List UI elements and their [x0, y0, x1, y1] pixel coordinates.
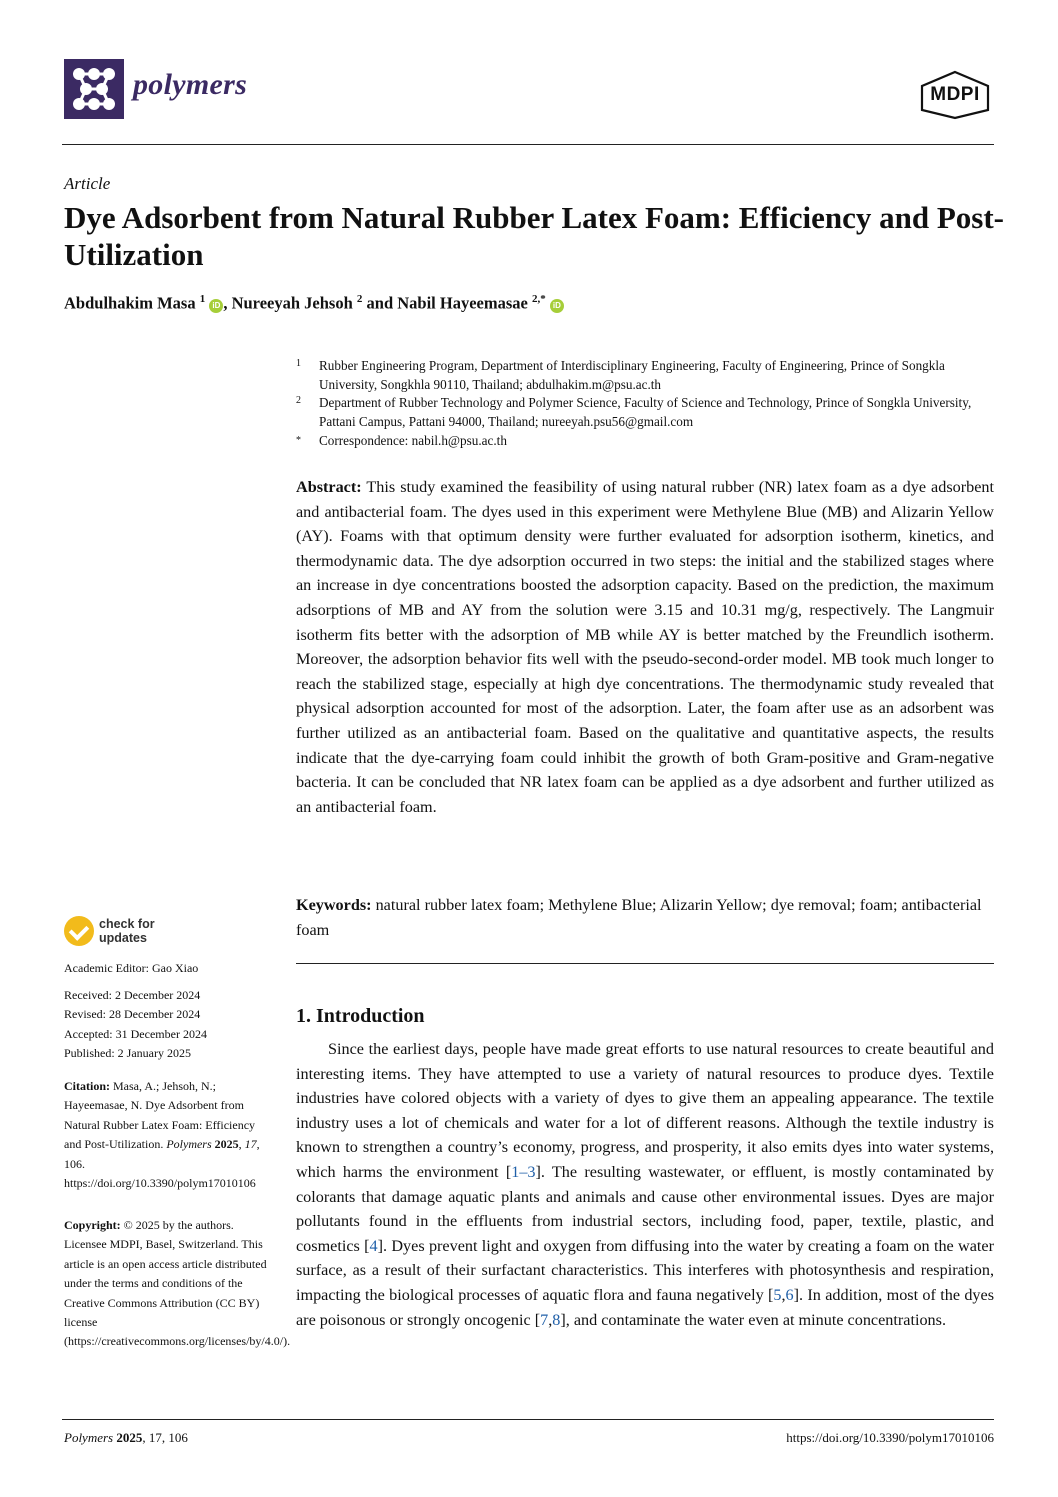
author-affil-sup: 1: [199, 293, 206, 305]
accepted-date: Accepted: 31 December 2024: [64, 1026, 207, 1041]
abstract-rule: [296, 963, 994, 964]
citation-link[interactable]: 4: [369, 1236, 378, 1255]
citation-journal: Polymers: [166, 1137, 212, 1152]
citation-year: 2025: [214, 1137, 239, 1152]
academic-editor: Academic Editor: Gao Xiao: [64, 961, 199, 975]
author-name: Abdulhakim Masa: [64, 293, 196, 313]
citation-volume: 17: [244, 1137, 257, 1152]
affiliation-text: Rubber Engineering Program, Department of Interdisciplinary Engineering, Faculty of Engineering, Prince of Songkla University, Songkhla 90110, Thailand; abdulhakim.m@psu.ac.th: [319, 358, 945, 392]
orcid-icon[interactable]: iD: [209, 299, 223, 313]
body-text: ]. Dyes prevent light and oxygen from diffusing into the water by creating a foam on the water surface, as a result of their surfactant characteristics. This interferes with photosynthesis and respiration, impacting the biological processes of aquatic flora and fauna negatively [: [296, 1236, 994, 1304]
footer-year: 2025: [116, 1430, 143, 1445]
received-date: Received: 2 December 2024: [64, 988, 201, 1002]
published-date: Published: 2 January 2025: [64, 1046, 191, 1061]
author-affil-sup: 2: [356, 293, 363, 305]
author-name: Nabil Hayeemasae: [397, 293, 528, 313]
copyright-text: © 2025 by the authors. Licensee MDPI, Basel, Switzerland. This article is an open access article distributed under the terms and conditions of the Creative Commons Attribution (CC BY) license (https://creativecommons.org/licenses/by/4.0/).: [64, 1218, 291, 1349]
article-type: Article: [64, 174, 111, 193]
author-name: Nureeyah Jehsoh: [231, 293, 353, 313]
molecule-icon: [64, 59, 124, 119]
footer-volume: , 17, 106: [142, 1430, 188, 1445]
citation-separator: ,: [781, 1285, 786, 1304]
publisher-logo: [918, 70, 992, 120]
citation-link[interactable]: 7: [540, 1310, 549, 1329]
citation-link[interactable]: 8: [552, 1310, 561, 1329]
affiliation-marker: 1: [296, 358, 301, 369]
citation-text: Masa, A.; Jehsoh, N.; Hayeemasae, N. Dye Adsorbent from Natural Rubber Latex Foam: Efficiency and Post-Utilization.: [64, 1079, 256, 1152]
affiliation-text: Department of Rubber Technology and Polymer Science, Faculty of Science and Technology, Prince of Songkla University, Pattani Campus, Pattani 94000, Thailand; nureeyah.psu56@gmail.com: [319, 395, 972, 429]
keywords-label: Keywords:: [296, 896, 372, 914]
citation-label: Citation:: [64, 1079, 110, 1093]
abstract-text: This study examined the feasibility of using natural rubber (NR) latex foam as a dye adsorbent and antibacterial foam. The dyes used in this experiment were Methylene Blue (MB) and Alizarin Yellow (AY). Foams with that optimum density were further evaluated for adsorption isotherm, kinetics, and thermodynamic data. The dye adsorption occurred in two steps: the initial and the stabilized stages where an increase in dye concentrations boosted the adsorption capacity. Based on the prediction, the maximum adsorptions of MB and AY from the solution were 3.15 and 10.31 mg/g, respectively. The Langmuir isotherm fits better with the adsorption of MB while AY is better matched by the Freundlich isotherm. Moreover, the adsorption behavior fits well with the pseudo-second-order model. MB took much longer to reach the stabilized stage, especially at high dye concentrations. The thermodynamic study revealed that physical adsorption accounted for most of the adsorption. Later, the foam after use as an adsorbent was further utilized as an antibacterial foam. Based on the qualitative and quantitative aspects, the results indicate that the dye-carrying foam could inhibit the growth of both Gram-positive and Gram-negative bacteria. It can be concluded that NR latex foam can be applied as a dye adsorbent and further utilized as an antibacterial foam.: [296, 478, 994, 816]
abstract-label: Abstract:: [296, 478, 362, 496]
affiliation-1: [296, 356, 996, 394]
footer-rule: [62, 1419, 994, 1420]
header-rule: [62, 144, 994, 145]
copyright-label: Copyright:: [64, 1218, 121, 1232]
publication-dates: [64, 986, 274, 1064]
citation-link[interactable]: 6: [785, 1285, 794, 1304]
body-text: ], and contaminate the water even at minute concentrations.: [560, 1310, 946, 1329]
citation-link[interactable]: 5: [773, 1285, 782, 1304]
keywords: [296, 893, 994, 942]
publisher-name: MDPI: [930, 84, 980, 105]
author-list: [64, 293, 564, 314]
correspondence-text: Correspondence: nabil.h@psu.ac.th: [319, 433, 507, 448]
affiliation-2: [296, 393, 996, 431]
check-updates-line2: updates: [99, 931, 147, 945]
orcid-icon[interactable]: iD: [550, 299, 564, 313]
body-text: Since the earliest days, people have made great efforts to use natural resources to create beautiful and interesting items. They have attempted to use a variety of natural resources to produce dyes. Textile industries have colored objects with a variety of dyes to give them an appealing appearance. The textile industry uses a lot of chemicals and water for a lot of different reasons. Although the textile industry is known to strengthen a country’s economy, progress, and prosperity, it also emits dyes into water systems, which harms the environment [: [296, 1040, 994, 1181]
journal-name: polymers: [133, 68, 248, 101]
body-text: ]. In addition, most of the dyes are poisonous or strongly oncogenic [: [296, 1285, 995, 1329]
body-text: ]. The resulting wastewater, or effluent, is mostly contaminated by colorants that damage aquatic plants and animals and cause other environmental issues. Dyes are major pollutants found in the effluents from industrial sectors, including food, paper, textile, plastic, and cosmetics [: [296, 1162, 994, 1255]
section-heading: 1. Introduction: [296, 1005, 425, 1027]
citation-separator: ,: [548, 1310, 553, 1329]
author-separator: and: [362, 293, 398, 313]
correspondence: [296, 431, 996, 450]
footer-citation: [64, 1430, 188, 1446]
paper-title: Dye Adsorbent from Natural Rubber Latex Foam: Efficiency and Post-Utilization: [64, 200, 1004, 272]
journal-logo: [64, 59, 124, 119]
keywords-text: natural rubber latex foam; Methylene Blue; Alizarin Yellow; dye removal; foam; antibacterial foam: [296, 896, 982, 939]
citation-rest: , 106. https://doi.org/10.3390/polym17010106: [64, 1137, 260, 1191]
affiliation-marker: *: [296, 435, 301, 446]
author-separator: ,: [223, 293, 232, 313]
check-updates-line1: check for: [99, 917, 155, 931]
check-updates-icon: [64, 916, 94, 946]
introduction-paragraph: [296, 1037, 994, 1332]
affiliation-marker: 2: [296, 395, 301, 406]
citation-block: Citation: Masa, A.; Jehsoh, N.; Hayeemasae, N. Dye Adsorbent from Natural Rubber Latex Foam: Efficiency and Post-Utilization. Polymers 2025, 17, 106. https://doi.org/10.3390/polym17010106: [64, 1079, 260, 1191]
citation-link[interactable]: 1–3: [511, 1162, 536, 1181]
footer-doi[interactable]: https://doi.org/10.3390/polym17010106: [786, 1430, 994, 1445]
author-affil-sup: 2,*: [531, 293, 546, 305]
footer-journal: Polymers: [64, 1430, 114, 1445]
revised-date: Revised: 28 December 2024: [64, 1007, 201, 1022]
copyright-block: [64, 1216, 291, 1352]
abstract: [296, 475, 994, 819]
